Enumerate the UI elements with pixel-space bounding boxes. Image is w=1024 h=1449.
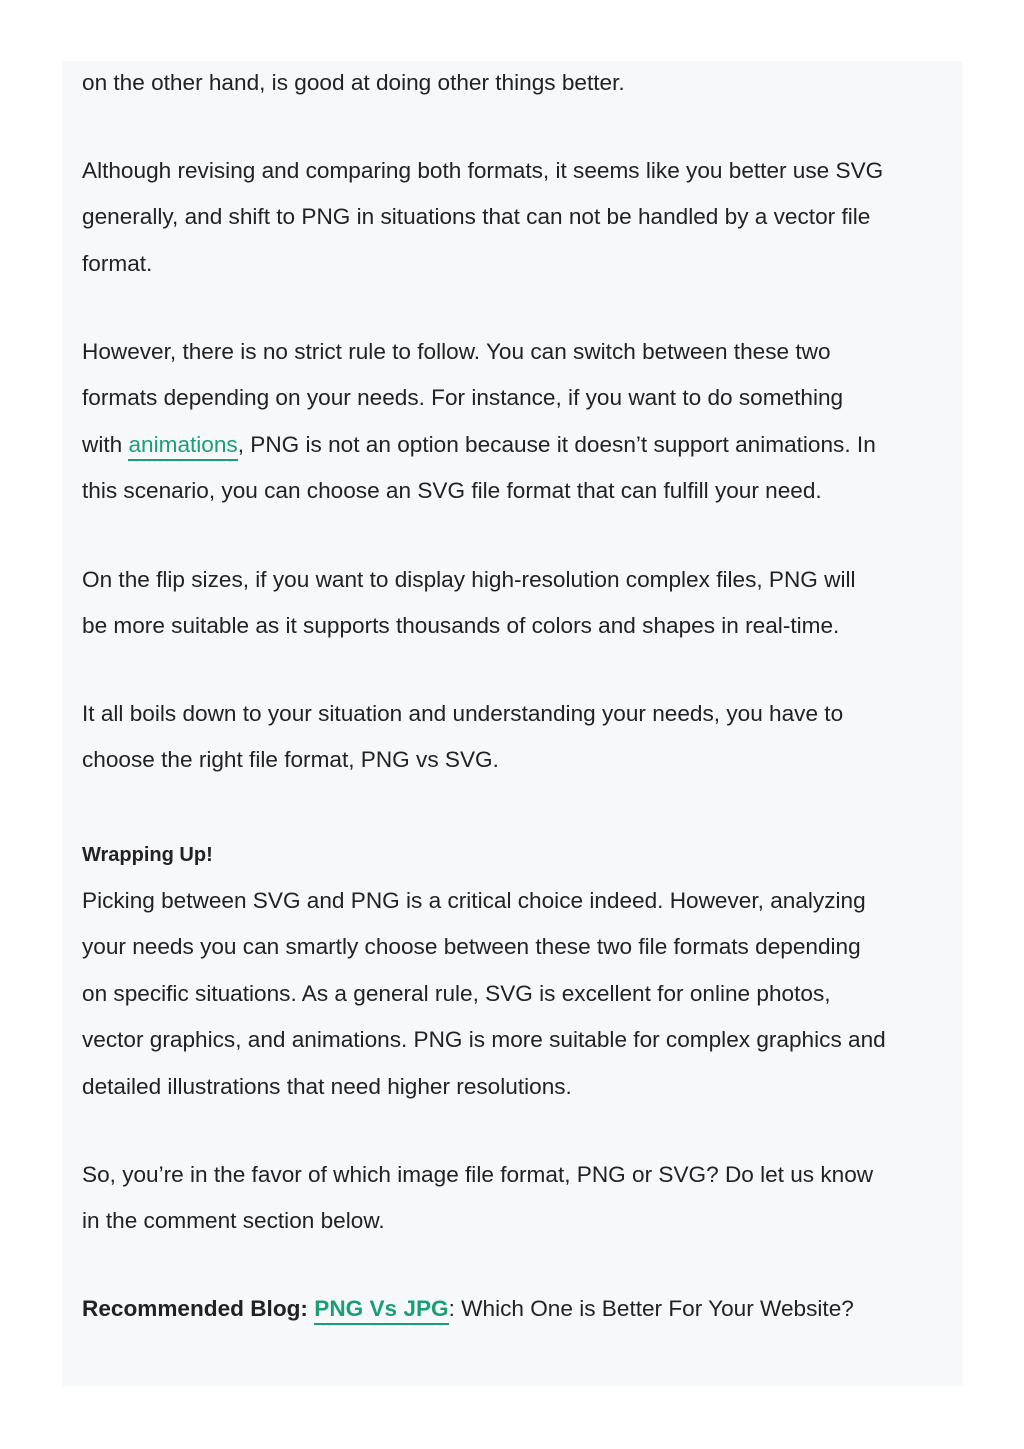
- text-line: So, you’re in the favor of which image file format, PNG or SVG? Do let us know: [82, 1162, 874, 1187]
- text-line: [82, 1286, 952, 1332]
- text-line: It all boils down to your situation and understanding your needs, you have to: [82, 701, 844, 726]
- paragraph-boils-down: [82, 691, 952, 784]
- text-line: detailed illustrations that need higher resolutions.: [82, 1073, 572, 1099]
- text-line: formats depending on your needs. For instance, if you want to do something: [82, 385, 844, 411]
- text-line: [82, 422, 952, 468]
- text-line: Picking between SVG and PNG is a critical choice indeed. However, analyzing: [82, 888, 866, 913]
- text-line: your needs you can smartly choose between these two file formats depending: [82, 934, 861, 960]
- recommended-title-rest: : Which One is Better For Your Website?: [448, 1296, 854, 1321]
- png-vs-jpg-link[interactable]: PNG Vs JPG: [314, 1296, 448, 1325]
- text-line: On the flip sizes, if you want to display high-resolution complex files, PNG will: [82, 567, 856, 592]
- paragraph-wrapping-up: [82, 878, 952, 1110]
- text-line: However, there is no strict rule to follow. You can switch between these two: [82, 339, 831, 364]
- text-line: vector graphics, and animations. PNG is more suitable for complex graphics and: [82, 1027, 886, 1053]
- text-line: choose the right file format, PNG vs SVG.: [82, 747, 499, 773]
- paragraph-comparison: [82, 148, 952, 287]
- text-fragment: , PNG is not an option because it doesn’t support animations. In: [237, 431, 876, 457]
- text-line: on specific situations. As a general rule, SVG is excellent for online photos,: [82, 980, 831, 1006]
- text-line: generally, and shift to PNG in situations that can not be handled by a vector file: [82, 204, 871, 230]
- text-line: Although revising and comparing both formats, it seems like you better use SVG: [82, 158, 884, 183]
- text-line: format.: [82, 250, 153, 276]
- text-line: be more suitable as it supports thousands of colors and shapes in real-time.: [82, 613, 840, 639]
- paragraph-no-strict-rule: [82, 329, 952, 515]
- article-panel: [62, 61, 963, 1386]
- text-line: this scenario, you can choose an SVG file format that can fulfill your need.: [82, 478, 822, 504]
- recommended-label: Recommended Blog:: [82, 1296, 315, 1321]
- animations-link[interactable]: animations: [128, 432, 237, 461]
- paragraph-question: [82, 1152, 952, 1245]
- paragraph-flip-sizes: [82, 557, 952, 650]
- text-fragment: with: [82, 431, 129, 457]
- recommended-blog: [82, 1286, 952, 1332]
- paragraph-intro: [82, 60, 952, 106]
- text-line: in the comment section below.: [82, 1208, 385, 1234]
- text-line: on the other hand, is good at doing other things better.: [82, 70, 625, 95]
- section-heading: Wrapping Up!: [82, 844, 213, 866]
